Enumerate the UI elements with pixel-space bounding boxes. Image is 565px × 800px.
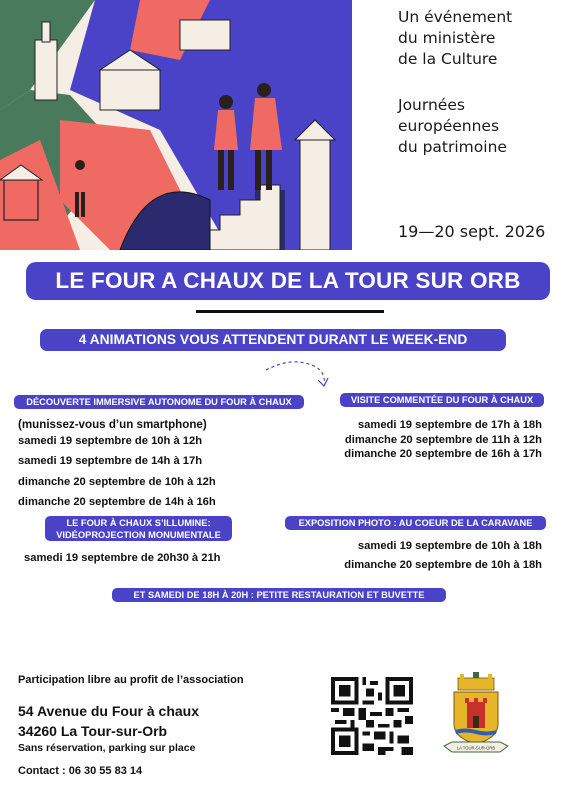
animation-sessions-immersive <box>18 417 216 511</box>
event-name-block <box>398 95 507 158</box>
animation-label-photo-exhibit: EXPOSITION PHOTO : AU COEUR DE LA CARAVANE <box>285 516 546 530</box>
qr-code[interactable] <box>331 677 413 755</box>
page-title: LE FOUR A CHAUX DE LA TOUR SUR ORB <box>26 262 550 300</box>
session-line: dimanche 20 septembre de 10h à 12h <box>18 475 216 488</box>
hero-illustration <box>0 0 352 250</box>
animation-sessions-illumination <box>24 551 221 567</box>
session-line: samedi 19 septembre de 14h à 17h <box>18 455 203 467</box>
organizer-line: Un événement <box>398 8 513 26</box>
contact-phone: Contact : 06 30 55 83 14 <box>18 765 143 777</box>
animations-subtitle: 4 ANIMATIONS VOUS ATTENDENT DURANT LE WEEK-END <box>40 329 506 351</box>
session-line: dimanche 20 septembre de 14h à 16h <box>18 496 216 508</box>
participation-note: Participation libre au profit de l’association <box>18 674 244 686</box>
address-line-2: 34260 La Tour-sur-Orb <box>18 723 168 739</box>
address-line-1: 54 Avenue du Four à chaux <box>18 703 200 719</box>
session-line: dimanche 20 septembre de 10h à 18h <box>344 559 542 571</box>
organizer-block <box>398 7 512 70</box>
animation-sessions-photo-exhibit <box>300 538 542 573</box>
animation-label-immersive: DÉCOUVERTE IMMERSIVE AUTONOME DU FOUR À CHAUX <box>14 395 304 409</box>
event-line: européennes <box>398 117 500 135</box>
title-underline <box>196 310 384 313</box>
session-line: samedi 19 septembre de 20h30 à 21h <box>24 552 221 564</box>
event-dates: 19—20 sept. 2026 <box>398 222 546 241</box>
crest-banner-text: LA TOUR-SUR-ORB <box>456 745 496 751</box>
label-line: VIDÉOPROJECTION MONUMENTALE <box>56 530 221 540</box>
animation-label-guided-tour: VISITE COMMENTÉE DU FOUR À CHAUX <box>340 393 544 407</box>
animation-note: (munissez-vous d’un smartphone) <box>18 418 207 431</box>
session-line: samedi 19 septembre de 17h à 18h <box>357 419 542 431</box>
access-info: Sans réservation, parking sur place <box>18 742 196 754</box>
organizer-line: du ministère <box>398 29 496 47</box>
town-crest-logo <box>440 672 512 756</box>
label-line: LE FOUR À CHAUX S’ILLUMINE: <box>66 518 211 528</box>
event-line: du patrimoine <box>398 138 507 156</box>
session-line: dimanche 20 septembre de 11h à 12h <box>344 433 542 446</box>
refreshments-banner: ET SAMEDI DE 18H À 20H : PETITE RESTAURATION ET BUVETTE <box>112 588 446 602</box>
organizer-line: de la Culture <box>398 50 498 68</box>
dashed-arrow-icon <box>262 356 334 390</box>
session-line: samedi 19 septembre de 10h à 12h <box>18 434 203 447</box>
session-line: samedi 19 septembre de 10h à 18h <box>357 540 542 552</box>
event-line: Journées <box>398 96 465 114</box>
animation-sessions-guided-tour <box>300 418 542 462</box>
session-line: dimanche 20 septembre de 16h à 17h <box>344 448 542 460</box>
animation-label-illumination <box>45 516 232 541</box>
